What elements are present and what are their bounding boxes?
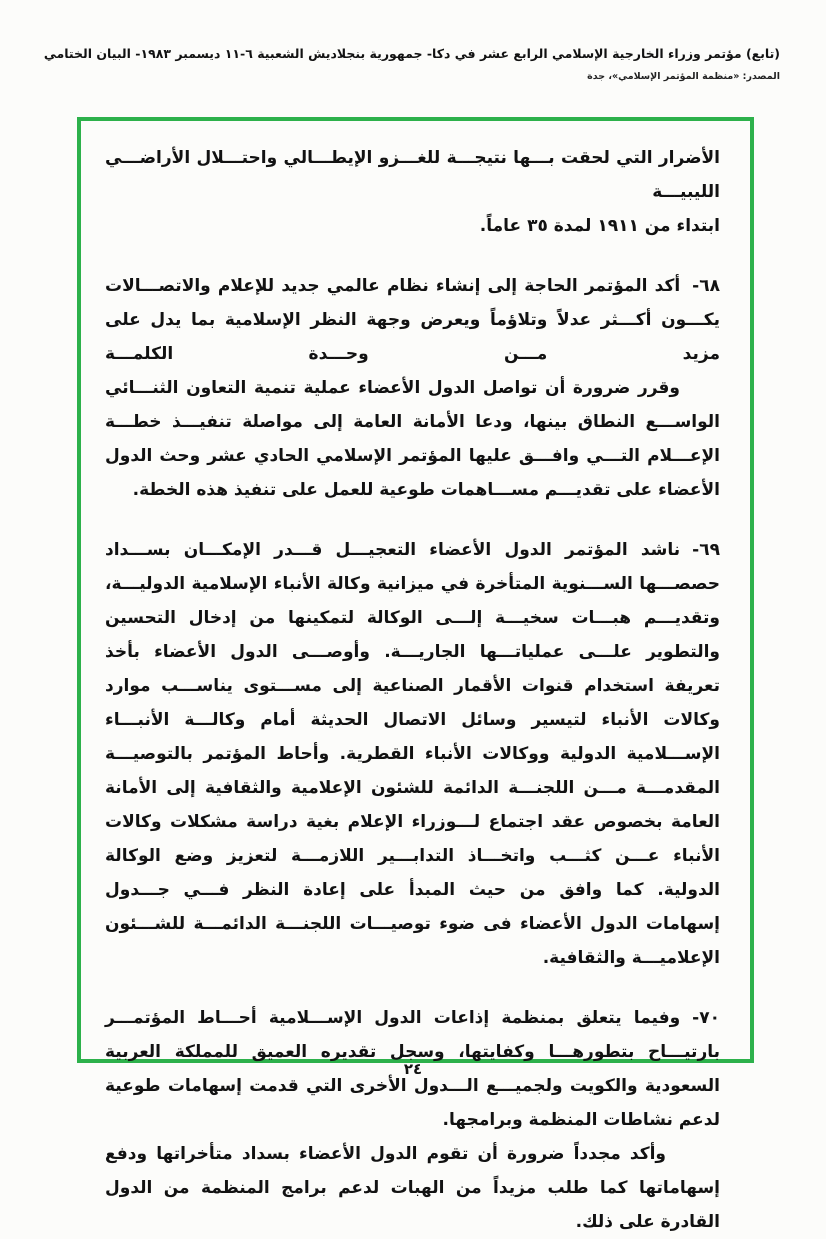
document-title: (تابع) مؤتمر وزراء الخارجية الإسلامي الرابع عشر في دكا- جمهورية بنجلاديش الشعبية ٦-١١ ديسمبر ١٩٨٣- البيان الختامي [43, 46, 780, 61]
item-paragraph [105, 533, 720, 975]
page-header [40, 44, 780, 82]
item-text: ناشد المؤتمر الدول الأعضاء التعجيـــل قـــدر الإمكـــان بســـداد حصصـــها الســـنوية المتأخرة في ميزانية وكالة الأنباء الإسلامية الدوليـــة، وتقديـــم هبـــات سخيـــة إلـــى الوكالة لتمكينها من إدخال التحسين والتطوير علـــى عملياتـــها الجاريـــة. وأوصـــى الدول الأعضاء بأخذ تعريفة استخدام قنوات الأقمار الصناعية إلى مســـتوى يناســـب موارد وكالات الأنباء لتيسير وسائل الاتصال الحديثة أمام وكالـــة الأنبـــاء الإســـلامية الدولية ووكالات الأنباء القطرية. وأحاط المؤتمر بالتوصيـــة المقدمـــة مـــن اللجنـــة الدائمة للشئون الإعلامية والثقافية إلى الأمانة العامة بخصوص عقد اجتماع لـــوزراء الإعلام بغية دراسة مشكلات وكالات الأنباء عـــن كثـــب واتخـــاذ التدابـــير اللازمـــة لتعزيز وضع الوكالة الدولية. كما وافق من حيث المبدأ على إعادة النظر فـــي جـــدول إسهامات الدول الأعضاء فى ضوء توصيـــات اللجنـــة الدائمـــة للشـــئون الإعلاميـــة والثقافية. [105, 540, 720, 968]
item-text: وفيما يتعلق بمنظمة إذاعات الدول الإســـلامية أحـــاط المؤتمـــر بارتيـــاح بتطورهـــا وكفايتها، وسجل تقديره العميق للمملكة العربية السعودية والكويت ولجميـــع الـــدول الأخرى التي قدمت إسهامات طوعية لدعم نشاطات المنظمة وبرامجها. [105, 1008, 720, 1130]
intro-paragraph-line1: الأضرار التي لحقت بـــها نتيجـــة للغـــزو الإيطـــالي واحتـــلال الأراضـــي الليبيـــة [105, 148, 720, 202]
item-paragraph: وقرر ضرورة أن تواصل الدول الأعضاء عملية تنمية التعاون الثنـــائي الواســـع النطاق بينها، ودعا الأمانة العامة إلى مواصلة تنفيـــذ خطـــة الإعـــلام التـــي وافـــق عليها المؤتمر الإسلامي الحادي عشر وحث الدول الأعضاء على تقديـــم مســـاهمات طوعية للعمل على تنفيذ هذه الخطة. [105, 378, 720, 500]
source-line: المصدر: «منظمة المؤتمر الإسلامي»، جدة [587, 71, 780, 82]
item-paragraph [105, 269, 720, 371]
page-number: ٢٤ [403, 1060, 423, 1078]
intro-paragraph-line2: ابتداء من ١٩١١ لمدة ٣٥ عاماً. [479, 216, 720, 236]
numbered-item-70 [105, 1001, 720, 1239]
numbered-item-68 [105, 269, 720, 507]
item-text: أكد المؤتمر الحاجة إلى إنشاء نظام عالمي جديد للإعلام والاتصـــالات يكـــون أكـــثر عدلاً وتلاؤماً ويعرض وجهة النظر الإسلامية بما يدل على مزيد مـــن وحـــدة الكلمـــة [105, 276, 720, 364]
item-number: ٦٩- [692, 540, 720, 560]
item-paragraph: وأكد مجدداً ضرورة أن تقوم الدول الأعضاء بسداد متأخراتها ودفع إسهاماتها كما طلب مزيداً من الهبات لدعم برامج المنظمة من الدول القادرة على ذلك. [105, 1144, 720, 1232]
item-number: ٦٨- [692, 276, 720, 296]
item-number: ٧٠- [692, 1008, 720, 1028]
numbered-item-69 [105, 533, 720, 975]
